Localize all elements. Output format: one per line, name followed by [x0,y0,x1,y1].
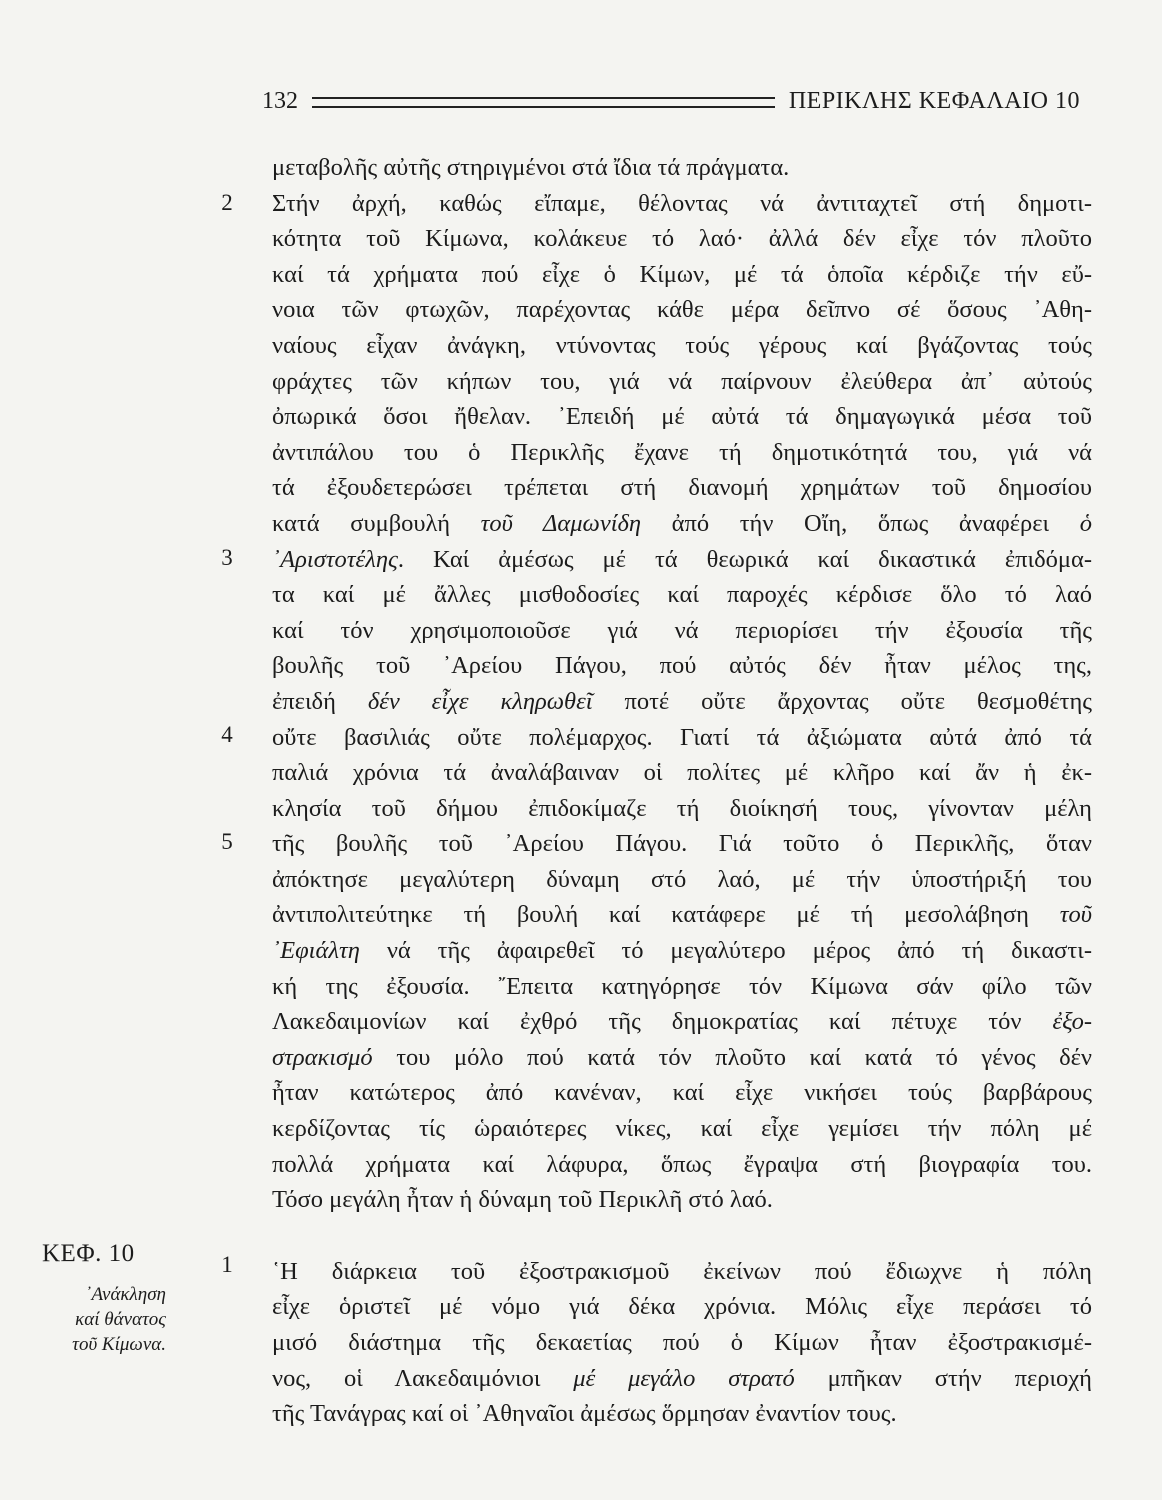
text-line [272,542,1092,578]
chapter-heading [30,1240,180,1357]
text-segment: ἀπόκτησε μεγαλύτερη δύναμη στό λαό, μέ τήν ὑποστήριξή του [272,865,1092,893]
text-line [272,221,1092,257]
chapter-subtitle [30,1282,180,1357]
page-number: 132 [262,87,298,114]
italic-segment: στρακισμό [272,1043,373,1071]
text-line [272,755,1092,791]
text-line [272,969,1092,1005]
text-line [272,1361,1092,1397]
text-segment: βουλῆς τοῦ ᾿Αρείου Πάγου, πού αὐτός δέν ἦταν μέλος της, [272,652,1092,680]
italic-segment: ὁ [1079,509,1092,537]
text-segment: μπῆκαν στήν περιοχή [794,1364,1092,1392]
text-line [272,613,1092,649]
text-line [272,186,1092,222]
text-line [272,1289,1092,1325]
text-segment: νος, οἱ Λακεδαιμόνιοι [272,1364,574,1392]
italic-segment: ᾿Αριστοτέλης [272,545,398,573]
text-segment: . Καί ἀμέσως μέ τά θεωρικά καί δικαστικά ἐπιδόμα- [397,545,1092,573]
text-segment: ποτέ οὔτε ἄρχοντας οὔτε θεσμοθέτης [592,687,1092,715]
paragraph-number: 1 [221,1252,233,1277]
text-line [272,399,1092,435]
italic-segment: μέ μεγάλο στρατό [573,1364,795,1392]
text-line [272,1147,1092,1183]
chapter-title: ΚΕΦ. 10 [42,1240,135,1267]
text-segment: ἐπειδή [272,687,368,715]
text-line [272,292,1092,328]
text-line [272,791,1092,827]
text-segment: κατά συμβουλή [272,509,481,537]
italic-segment: ᾿Εφιάλτη [272,937,360,965]
text-line [272,150,1092,186]
text-line [272,720,1092,756]
header-rule [312,97,775,108]
text-segment: τα καί μέ ἄλλες μισθοδοσίες καί παροχές κέρδισε ὅλο τό λαό [272,581,1092,609]
text-line [272,1182,1092,1218]
text-segment: κλησία τοῦ δήμου ἐπιδοκίμαζε τή διοίκησή τους, γίνονταν μέλη [272,794,1092,822]
text-line [272,933,1092,969]
text-segment: ναίους εἶχαν ἀνάγκη, ντύνοντας τούς γέρους καί βγάζοντας τούς [272,331,1092,359]
chapter-subtitle-line: τοῦ Κίμωνα. [72,1334,166,1355]
text-segment: τῆς βουλῆς τοῦ ᾿Αρείου Πάγου. Γιά τοῦτο ὁ Περικλῆς, ὅταν [272,830,1092,858]
text-segment: Λακεδαιμονίων καί ἐχθρό τῆς δημοκρατίας καί πέτυχε τόν [272,1008,1053,1036]
running-title: ΠΕΡΙΚΛΗΣ ΚΕΦΑΛΑΙΟ 10 [788,87,1080,114]
text-segment: Τόσο μεγάλη ἦταν ἡ δύναμη τοῦ Περικλῆ στό λαό. [272,1186,773,1214]
text-segment: εἶχε ὁριστεῖ μέ νόμο γιά δέκα χρόνια. Μόλις εἶχε περάσει τό [272,1293,1092,1321]
text-segment: καί τόν χρησιμοποιοῦσε γιά νά περιορίσει τήν ἐξουσία τῆς [272,616,1092,644]
paragraph-number: 5 [221,829,233,854]
text-line [272,1111,1092,1147]
text-line [272,364,1092,400]
text-line [272,328,1092,364]
italic-segment: δέν εἶχε κληρωθεῖ [367,687,593,715]
text-line [272,1254,1092,1290]
text-line [272,826,1092,862]
text-line [272,435,1092,471]
text-segment: οὔτε βασιλιάς οὔτε πολέμαρχος. Γιατί τά ἀξιώματα αὐτά ἀπό τά [272,723,1092,751]
paragraph-number: 4 [221,722,233,747]
text-line [272,470,1092,506]
text-segment: ἀντιπολιτεύτηκε τή βουλή καί κατάφερε μέ τή μεσολάβηση [272,901,1060,929]
text-segment: τῆς Τανάγρας καί οἱ ᾿Αθηναῖοι ἀμέσως ὅρμησαν ἐναντίον τους. [272,1400,897,1428]
text-segment: κερδίζοντας τίς ὡραιότερες νίκες, καί εἶχε γεμίσει τήν πόλη μέ [272,1115,1092,1143]
italic-segment: τοῦ [1059,901,1092,929]
text-segment: καί τά χρήματα πού εἶχε ὁ Κίμων, μέ τά ὁποῖα κέρδιζε τήν εὔ- [272,260,1092,288]
text-line [272,257,1092,293]
text-line [272,684,1092,720]
text-segment: φράχτες τῶν κήπων του, γιά νά παίρνουν ἐλεύθερα ἀπ᾿ αὐτούς [272,367,1092,395]
text-line [272,1075,1092,1111]
text-segment: τά ἐξουδετερώσει τρέπεται στή διανομή χρημάτων τοῦ δημοσίου [272,474,1092,502]
italic-segment: τοῦ Δαμωνίδη [480,509,642,537]
chapter-subtitle-line: ᾿Ανάκληση [85,1284,166,1305]
paragraph-number: 3 [221,545,233,570]
text-segment: του μόλο πού κατά τόν πλοῦτο καί κατά τό γένος δέν [372,1043,1092,1071]
text-segment: ἀπό τήν Οἴη, ὅπως ἀναφέρει [641,509,1080,537]
text-segment: παλιά χρόνια τά ἀναλάβαιναν οἱ πολίτες μέ κλῆρο καί ἄν ἡ ἐκ- [272,759,1092,787]
text-line [272,648,1092,684]
chapter-subtitle-line: καί θάνατος [75,1309,166,1330]
text-line [272,1396,1092,1432]
paragraph-number: 2 [221,190,233,215]
text-line [272,862,1092,898]
text-segment: ῾Η διάρκεια τοῦ ἐξοστρακισμοῦ ἐκείνων πού ἔδιωχνε ἡ πόλη [272,1257,1092,1285]
text-segment: μισό διάστημα τῆς δεκαετίας πού ὁ Κίμων ἦταν ἐξοστρακισμέ- [272,1329,1092,1356]
running-header [262,84,1080,118]
text-segment: κή της ἐξουσία. ῎Επειτα κατηγόρησε τόν Κίμωνα σάν φίλο τῶν [272,972,1092,1000]
text-segment: νά τῆς ἀφαιρεθεῖ τό μεγαλύτερο μέρος ἀπό τή δικαστι- [359,937,1092,965]
text-line [272,506,1092,542]
text-line [272,1004,1092,1040]
text-segment: κότητα τοῦ Κίμωνα, κολάκευε τό λαό· ἀλλά δέν εἶχε τόν πλοῦτο [272,225,1092,253]
italic-segment: ἐξο- [1052,1008,1092,1036]
text-segment: ἦταν κατώτερος ἀπό κανέναν, καί εἶχε νικήσει τούς βαρβάρους [272,1079,1092,1107]
text-line [272,897,1092,933]
text-line [272,1325,1092,1361]
text-line [272,1040,1092,1076]
text-segment: νοια τῶν φτωχῶν, παρέχοντας κάθε μέρα δεῖπνο σέ ὅσους ᾿Αθη- [272,296,1092,324]
text-segment: μεταβολῆς αὐτῆς στηριγμένοι στά ἴδια τά πράγματα. [272,154,790,181]
text-segment: ἀντιπάλου του ὁ Περικλῆς ἔχανε τή δημοτικότητά του, γιά νά [272,438,1092,466]
text-segment: Στήν ἀρχή, καθώς εἴπαμε, θέλοντας νά ἀντιταχτεῖ στή δημοτι- [272,189,1092,217]
text-line [272,577,1092,613]
body-text [272,150,1092,1432]
text-segment: ὀπωρικά ὅσοι ἤθελαν. ᾿Επειδή μέ αὐτά τά δημαγωγικά μέσα τοῦ [272,403,1092,431]
text-segment: πολλά χρήματα καί λάφυρα, ὅπως ἔγραψα στή βιογραφία του. [272,1150,1092,1178]
